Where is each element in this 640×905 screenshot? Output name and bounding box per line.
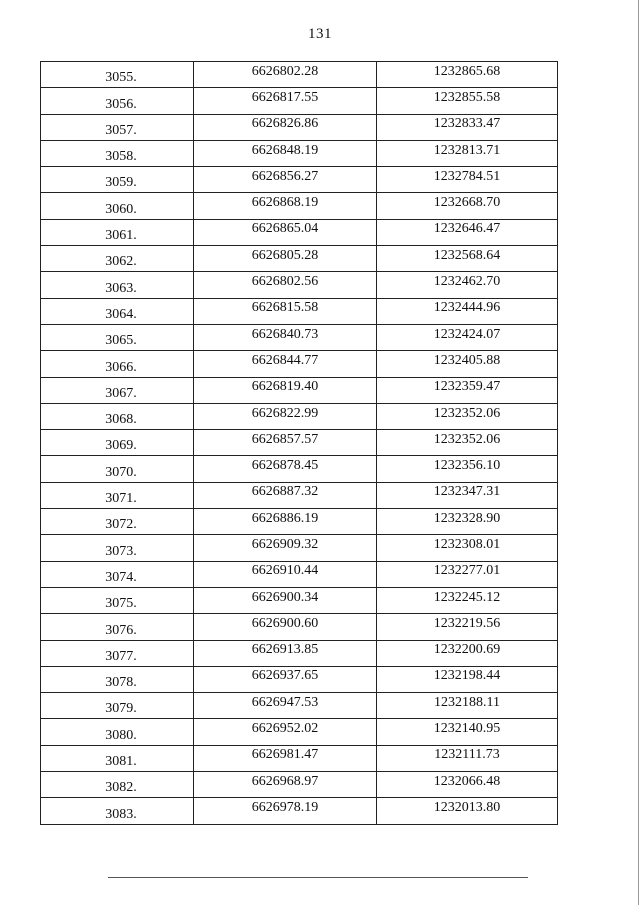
y-coordinate-cell: 1232198.44 xyxy=(377,666,558,692)
point-number-cell: 3062. xyxy=(41,246,194,272)
table-row xyxy=(41,88,558,114)
x-coordinate-cell: 6626887.32 xyxy=(194,482,377,508)
point-number-cell: 3061. xyxy=(41,219,194,245)
y-coordinate-cell: 1232405.88 xyxy=(377,351,558,377)
table-row xyxy=(41,745,558,771)
point-number-cell: 3058. xyxy=(41,140,194,166)
footer-rule xyxy=(108,877,528,878)
point-number-cell: 3065. xyxy=(41,324,194,350)
x-coordinate-cell: 6626819.40 xyxy=(194,377,377,403)
point-number-cell: 3079. xyxy=(41,693,194,719)
table-row xyxy=(41,403,558,429)
x-coordinate-cell: 6626910.44 xyxy=(194,561,377,587)
table-row xyxy=(41,535,558,561)
point-number-cell: 3068. xyxy=(41,403,194,429)
x-coordinate-cell: 6626857.57 xyxy=(194,430,377,456)
point-number-cell: 3069. xyxy=(41,430,194,456)
y-coordinate-cell: 1232347.31 xyxy=(377,482,558,508)
x-coordinate-cell: 6626865.04 xyxy=(194,219,377,245)
table-row xyxy=(41,640,558,666)
point-number-cell: 3064. xyxy=(41,298,194,324)
x-coordinate-cell: 6626900.60 xyxy=(194,614,377,640)
y-coordinate-cell: 1232277.01 xyxy=(377,561,558,587)
point-number-cell: 3072. xyxy=(41,509,194,535)
table-row xyxy=(41,614,558,640)
table-row xyxy=(41,430,558,456)
point-number-cell: 3067. xyxy=(41,377,194,403)
table-row xyxy=(41,456,558,482)
x-coordinate-cell: 6626826.86 xyxy=(194,114,377,140)
page-edge-line xyxy=(638,0,639,905)
x-coordinate-cell: 6626856.27 xyxy=(194,167,377,193)
point-number-cell: 3077. xyxy=(41,640,194,666)
x-coordinate-cell: 6626848.19 xyxy=(194,140,377,166)
y-coordinate-cell: 1232668.70 xyxy=(377,193,558,219)
table-row xyxy=(41,693,558,719)
x-coordinate-cell: 6626886.19 xyxy=(194,509,377,535)
y-coordinate-cell: 1232308.01 xyxy=(377,535,558,561)
coordinates-table xyxy=(40,61,558,825)
x-coordinate-cell: 6626815.58 xyxy=(194,298,377,324)
coordinates-table-body xyxy=(41,62,558,825)
table-row xyxy=(41,272,558,298)
y-coordinate-cell: 1232140.95 xyxy=(377,719,558,745)
x-coordinate-cell: 6626868.19 xyxy=(194,193,377,219)
table-row xyxy=(41,62,558,88)
table-row xyxy=(41,167,558,193)
y-coordinate-cell: 1232568.64 xyxy=(377,246,558,272)
table-row xyxy=(41,772,558,798)
y-coordinate-cell: 1232784.51 xyxy=(377,167,558,193)
point-number-cell: 3056. xyxy=(41,88,194,114)
x-coordinate-cell: 6626947.53 xyxy=(194,693,377,719)
x-coordinate-cell: 6626817.55 xyxy=(194,88,377,114)
table-row xyxy=(41,140,558,166)
x-coordinate-cell: 6626909.32 xyxy=(194,535,377,561)
point-number-cell: 3073. xyxy=(41,535,194,561)
point-number-cell: 3074. xyxy=(41,561,194,587)
point-number-cell: 3060. xyxy=(41,193,194,219)
point-number-cell: 3055. xyxy=(41,62,194,88)
x-coordinate-cell: 6626968.97 xyxy=(194,772,377,798)
y-coordinate-cell: 1232444.96 xyxy=(377,298,558,324)
y-coordinate-cell: 1232245.12 xyxy=(377,587,558,613)
table-row xyxy=(41,561,558,587)
y-coordinate-cell: 1232462.70 xyxy=(377,272,558,298)
table-row xyxy=(41,246,558,272)
table-row xyxy=(41,666,558,692)
y-coordinate-cell: 1232865.68 xyxy=(377,62,558,88)
y-coordinate-cell: 1232188.11 xyxy=(377,693,558,719)
point-number-cell: 3076. xyxy=(41,614,194,640)
point-number-cell: 3075. xyxy=(41,587,194,613)
y-coordinate-cell: 1232013.80 xyxy=(377,798,558,824)
y-coordinate-cell: 1232219.56 xyxy=(377,614,558,640)
point-number-cell: 3082. xyxy=(41,772,194,798)
x-coordinate-cell: 6626878.45 xyxy=(194,456,377,482)
y-coordinate-cell: 1232352.06 xyxy=(377,403,558,429)
x-coordinate-cell: 6626802.56 xyxy=(194,272,377,298)
y-coordinate-cell: 1232855.58 xyxy=(377,88,558,114)
table-row xyxy=(41,719,558,745)
point-number-cell: 3080. xyxy=(41,719,194,745)
table-row xyxy=(41,587,558,613)
point-number-cell: 3081. xyxy=(41,745,194,771)
x-coordinate-cell: 6626913.85 xyxy=(194,640,377,666)
page-number: 131 xyxy=(308,26,332,42)
point-number-cell: 3078. xyxy=(41,666,194,692)
point-number-cell: 3066. xyxy=(41,351,194,377)
point-number-cell: 3057. xyxy=(41,114,194,140)
x-coordinate-cell: 6626978.19 xyxy=(194,798,377,824)
y-coordinate-cell: 1232352.06 xyxy=(377,430,558,456)
x-coordinate-cell: 6626952.02 xyxy=(194,719,377,745)
table-row xyxy=(41,298,558,324)
x-coordinate-cell: 6626840.73 xyxy=(194,324,377,350)
point-number-cell: 3083. xyxy=(41,798,194,824)
table-row xyxy=(41,351,558,377)
x-coordinate-cell: 6626805.28 xyxy=(194,246,377,272)
y-coordinate-cell: 1232833.47 xyxy=(377,114,558,140)
table-row xyxy=(41,219,558,245)
table-row xyxy=(41,798,558,824)
point-number-cell: 3059. xyxy=(41,167,194,193)
table-row xyxy=(41,509,558,535)
y-coordinate-cell: 1232646.47 xyxy=(377,219,558,245)
y-coordinate-cell: 1232328.90 xyxy=(377,509,558,535)
x-coordinate-cell: 6626822.99 xyxy=(194,403,377,429)
x-coordinate-cell: 6626844.77 xyxy=(194,351,377,377)
x-coordinate-cell: 6626937.65 xyxy=(194,666,377,692)
x-coordinate-cell: 6626981.47 xyxy=(194,745,377,771)
y-coordinate-cell: 1232111.73 xyxy=(377,745,558,771)
y-coordinate-cell: 1232356.10 xyxy=(377,456,558,482)
point-number-cell: 3071. xyxy=(41,482,194,508)
x-coordinate-cell: 6626802.28 xyxy=(194,62,377,88)
point-number-cell: 3063. xyxy=(41,272,194,298)
x-coordinate-cell: 6626900.34 xyxy=(194,587,377,613)
y-coordinate-cell: 1232813.71 xyxy=(377,140,558,166)
y-coordinate-cell: 1232200.69 xyxy=(377,640,558,666)
table-row xyxy=(41,193,558,219)
y-coordinate-cell: 1232424.07 xyxy=(377,324,558,350)
table-row xyxy=(41,482,558,508)
table-row xyxy=(41,324,558,350)
table-row xyxy=(41,114,558,140)
y-coordinate-cell: 1232359.47 xyxy=(377,377,558,403)
table-row xyxy=(41,377,558,403)
y-coordinate-cell: 1232066.48 xyxy=(377,772,558,798)
point-number-cell: 3070. xyxy=(41,456,194,482)
